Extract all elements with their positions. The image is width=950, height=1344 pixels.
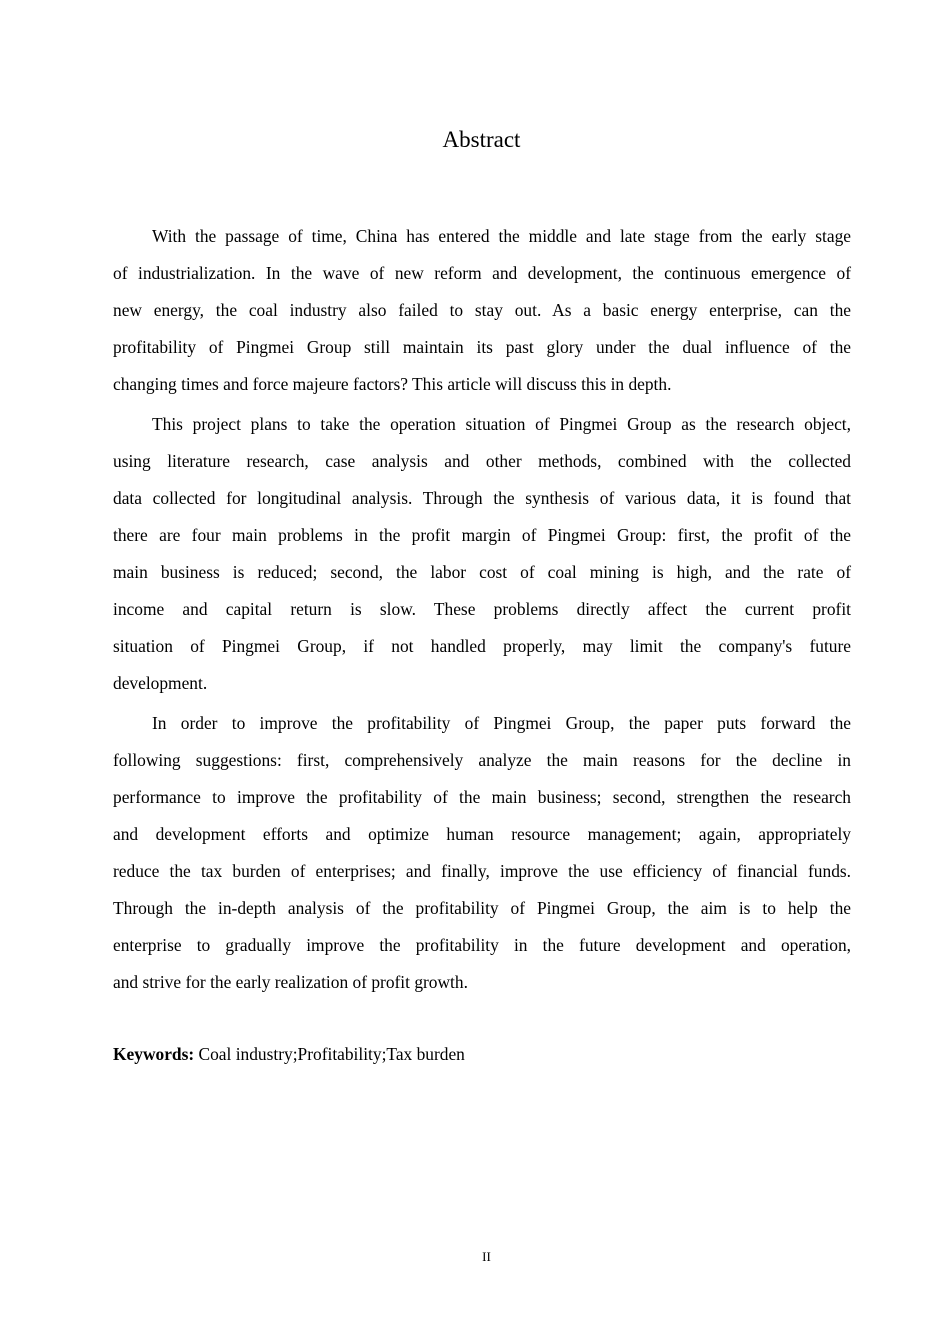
text-line: of industrialization. In the wave of new reform and development, the continuous emergence of [113,263,851,283]
text-line: main business is reduced; second, the labor cost of coal mining is high, and the rate of [113,562,851,582]
text-line: reduce the tax burden of enterprises; and finally, improve the use efficiency of financial funds. [113,861,851,881]
text-line: data collected for longitudinal analysis. Through the synthesis of various data, it is found that [113,488,851,508]
abstract-body [113,218,851,1004]
text-line: using literature research, case analysis and other methods, combined with the collected [113,451,851,471]
text-line: performance to improve the profitability of the main business; second, strengthen the research [113,787,851,807]
keywords-value: Coal industry;Profitability;Tax burden [194,1044,465,1064]
text-line: and strive for the early realization of profit growth. [113,972,468,992]
paragraph [113,218,851,403]
text-line: following suggestions: first, comprehensively analyze the main reasons for the decline in [113,750,851,770]
text-line: new energy, the coal industry also failed to stay out. As a basic energy enterprise, can the [113,300,851,320]
text-line: Through the in-depth analysis of the profitability of Pingmei Group, the aim is to help the [113,898,851,918]
text-line: situation of Pingmei Group, if not handled properly, may limit the company's future [113,636,851,656]
text-line: This project plans to take the operation situation of Pingmei Group as the research object, [152,414,851,434]
keywords-label: Keywords: [113,1044,195,1064]
text-line: enterprise to gradually improve the profitability in the future development and operation, [113,935,851,955]
keywords [113,1036,465,1073]
page-number: II [482,1249,491,1264]
text-line: development. [113,673,208,693]
text-line: income and capital return is slow. These problems directly affect the current profit [113,599,851,619]
text-line: changing times and force majeure factors? This article will discuss this in depth. [113,374,672,394]
page-title: Abstract [442,127,521,152]
text-line: With the passage of time, China has entered the middle and late stage from the early stage [152,226,851,246]
text-line: profitability of Pingmei Group still maintain its past glory under the dual influence of the [113,337,851,357]
text-line: and development efforts and optimize human resource management; again, appropriately [113,824,851,844]
text-line: In order to improve the profitability of Pingmei Group, the paper puts forward the [152,713,851,733]
paragraph [113,705,851,1001]
text-line: there are four main problems in the profit margin of Pingmei Group: first, the profit of the [113,525,851,545]
paragraph [113,406,851,702]
